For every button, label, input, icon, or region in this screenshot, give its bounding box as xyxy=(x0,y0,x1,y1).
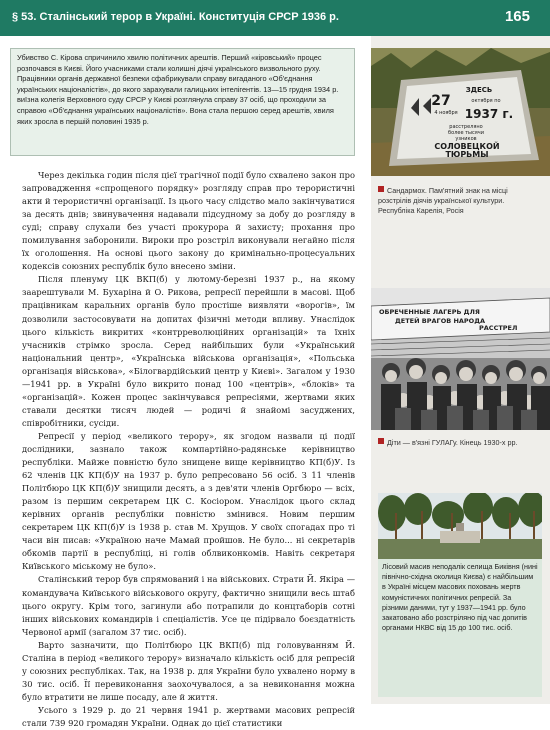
stone-text: октября по xyxy=(471,98,501,104)
paragraph: Після пленуму ЦК ВКП(б) у лютому-березні 1937 р., на якому заарештували М. Бухаріна й О. Рикова, репресії перейшли в масові. Щоб працівникам каральних органів було простіше виявляти «ворогів», їм дозволили застосовувати на допитах фізичні методи впливу. Унаслідок цього кількість викритих «контрреволюційних організацій» та їхніх учасників стрімко зросла. Серед найбільших були «Український національний центр», «Українська військова організація», «Польська організація військова», «Білогвардійський центр у Києві». Загалом у 1930—1941 рр. в Україні було викрито понад 100 «центрів», «блоків» та «організацій». Кожен процес закінчувався репресіями, жертвами яких ставали десятки тисяч людей — родичі й знайомі засуджених, співробітники, сусіди. xyxy=(22,274,355,428)
paragraph: Сталінський терор був спрямований і на військових. Страти Й. Якіра — командувача Київського військового округу, фактично знищили весь штаб цього округу. Крім того, загинули або потрапили до концтаборів сотні інших військових командирів і спеціалістів. Усе це підірвало боєздатність Червоної армії (загалом 37 тис. осіб). xyxy=(22,574,355,637)
info-box xyxy=(10,48,355,156)
paragraph: Варто зазначити, що Політбюро ЦК ВКП(б) під головуванням Й. Сталіна в період «великого терору» визначало кількість осіб для репресій у союзних республіках. Так, на 1938 р. для України було ухвалено норму в 30 тис. осіб. Її перевиконання заохочувалося, а за невиконання можна було втратити не лише посаду, але й життя. xyxy=(22,639,355,702)
stone-text: 4 ноября xyxy=(434,110,458,116)
page-header xyxy=(0,0,550,36)
stone-text: 27 xyxy=(431,93,451,109)
gulag-children-photo xyxy=(371,288,550,430)
memorial-stone-illustration xyxy=(371,48,550,176)
stone-text: расстреляно xyxy=(449,124,483,130)
banner-text: ОБРЕЧЕННЫЕ ЛАГЕРЬ ДЛЯ xyxy=(379,308,480,316)
caption-text: Лісовий масив неподалік селища Биківня (нині північно-східна околиця Києва) є найбільшим в Україні місцем масових поховань жертв комуністичних політичних репресій. За різними даними, тут у 1937—1941 рр. було закатовано або розстріляно під час допитів органами НКВС від 15 до 100 тис. осіб. xyxy=(382,562,538,633)
page-number: 165 xyxy=(504,8,530,25)
stone-text: 1937 г. xyxy=(464,107,514,121)
paragraph: Репресії у період «великого терору», як згодом назвали ці події дослідники, зазнало також компартійно-радянське керівництво республіки. Майже повністю було знищене вище керівництво КП(б)У. Із 62 членів ЦК КП(б)У на 1937 р. було репресовано 56 осіб. З 11 членів Політбюро ЦК КП(б)У знищили десять, а з дев'яти членів Оргбюро — всіх, разом із першим секретарем ЦК С. Косіором. Унаслідок цього склад керівних органів республіки повністю змінився. Новим першим секретарем ЦК КП(б)У із 1938 р. став М. Хрущов. У своїх спогадах про ті часи він писав: «Україною наче Мамай пройшов. Не було... ні секретарів обкомів партії в республіці, ні голів облвиконкомів. Навіть секретаря Київського міському не було». xyxy=(22,430,355,572)
photo-caption-3 xyxy=(378,559,542,697)
paragraph: Через декілька годин після цієї трагічної події було схвалено закон про запровадження «спрощеного порядку» розгляду справ про терористичні акти й терористичні організації. Із цього часу слідство мало закінчуватися за десять днів; звинувачення надавали підсудному за добу до розгляду в суді; справу слухали без участі прокурора й захисту; прохання про помилування заборонили. Вироки про розстріл виконували негайно після їх оголошення. На основі цього закону до кримінально-процесуальних кодексів союзних республік було внесено зміни. xyxy=(22,170,355,272)
bullet-marker xyxy=(378,186,384,192)
info-box-text: Убивство С. Кірова спричинило хвилю політичних арештів. Перший «кіровський» процес розпочався в Києві. Його учасниками стали колишні діячі українського визвольного руху. Працівники органів державної безпеки сфабрикували справу вигаданого «Об'єднання українських націоналістів», до якого зарахували галицьких інтелігентів. 13—15 грудня 1934 р. виїзна колегія Верховного суду СРСР у Києві розглянула справу 37 осіб, що проходили за справою «Об'єднання українських націоналістів». Вона стала першою серед арештів, хвиля яких зросла в першій половині 1935 р. xyxy=(17,53,339,126)
stone-text: ЗДЕСЬ xyxy=(465,86,493,94)
gulag-children-illustration xyxy=(371,288,550,430)
banner-text: РАССТРЕЛ xyxy=(479,324,518,332)
caption-text: Діти — в'язні ГУЛАГу. Кінець 1930-х рр. xyxy=(387,438,518,447)
stone-text: более тысячи xyxy=(448,130,484,136)
stone-text: узников xyxy=(455,136,477,142)
stone-text: ТЮРЬМЫ xyxy=(445,150,489,159)
section-title: § 53. Сталінський терор в Україні. Конституція СРСР 1936 р. xyxy=(12,11,339,23)
photo-caption-2 xyxy=(378,438,542,448)
bullet-marker xyxy=(378,438,384,444)
banner-text: ДЕТЕЙ ВРАГОВ НАРОДА xyxy=(395,317,486,325)
main-text xyxy=(22,169,355,730)
sandarmokh-memorial-photo xyxy=(371,48,550,176)
forest-illustration xyxy=(378,493,542,559)
caption-text: Сандармох. Пам'ятний знак на місці розстрілів діячів української культури. Республіка Карелія, Росія xyxy=(378,186,508,215)
paragraph: Усього з 1929 р. до 21 червня 1941 р. жертвами масових репресій стали 739 920 громадян України. Однак до цієї статистики xyxy=(22,704,355,728)
bykivnia-forest-photo xyxy=(378,493,542,559)
photo-caption-1 xyxy=(378,186,542,216)
stone-text: СОЛОВЕЦКОЙ xyxy=(434,142,500,151)
